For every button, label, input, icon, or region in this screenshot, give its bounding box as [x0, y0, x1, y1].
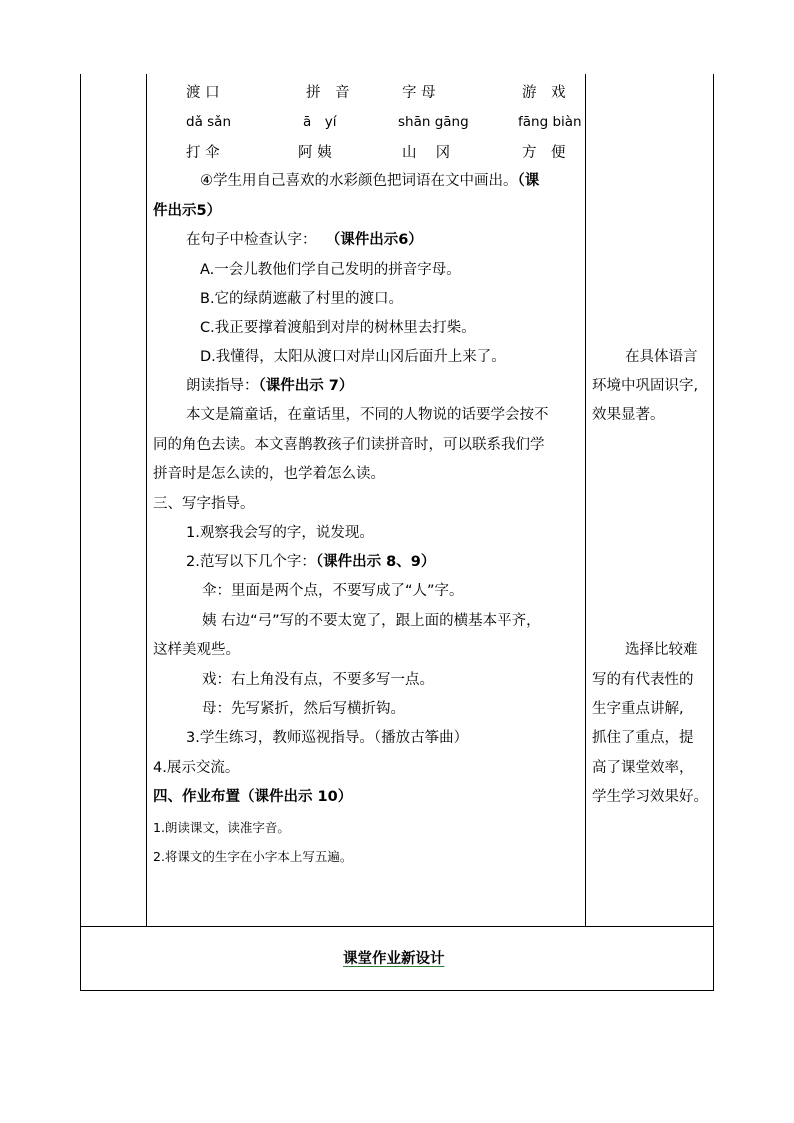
note-xi: 戏：右上角没有点，不要多写一点。	[202, 672, 434, 688]
step4-bold-start: （课	[517, 173, 540, 189]
note2-line1: 选择比较难	[625, 642, 698, 658]
check-intro-text: 在句子中检查认字：	[186, 232, 317, 248]
homework-heading: 四、作业布置（课件出示 10）	[153, 789, 353, 805]
writing-item3: 3.学生练习，教师巡视指导。（播放古筝曲）	[186, 730, 469, 746]
reading-para-line2: 同的角色去读。本文喜鹊教孩子们读拼音时，可以联系我们学	[153, 437, 545, 453]
note-yi-line2: 这样美观些。	[153, 642, 240, 658]
sentence-b: B.它的绿荫遮蔽了村里的渡口。	[200, 291, 404, 307]
word-pinyin: 拼 音	[306, 85, 350, 101]
note2-line3: 生字重点讲解,	[592, 701, 684, 717]
note-yi-line1: 姨 右边“弓”写的不要太宽了，跟上面的横基本平齐，	[202, 613, 541, 629]
note2-line2: 写的有代表性的	[592, 672, 694, 688]
writing-item4: 4.展示交流。	[153, 760, 240, 776]
note1-line3: 效果显著。	[592, 407, 665, 423]
reading-title-bold: （课件出示 7）	[258, 378, 354, 394]
writing-item1: 1.观察我会写的字，说发现。	[186, 525, 374, 541]
homework-item1: 1.朗读课文，读准字音。	[153, 820, 290, 835]
reading-para-line3: 拼音时是怎么读的，也学着怎么读。	[153, 466, 385, 482]
note1-line1: 在具体语言	[625, 349, 698, 365]
step4-line2: 件出示5）	[153, 203, 222, 219]
sentence-c: C.我正要撑着渡船到对岸的树林里去打柴。	[200, 320, 476, 336]
note2-line4: 抓住了重点，提	[592, 730, 694, 746]
writing-item2-bold: （课件出示 8、9）	[315, 554, 436, 570]
reading-para-line1: 本文是篇童话，在童话里，不同的人物说的话要学会按不	[186, 407, 549, 423]
pinyin-ayi: ā yí	[303, 114, 337, 130]
writing-item2-text: 2.范写以下几个字：	[186, 554, 316, 570]
pinyin-fangbian: fāng biàn	[518, 114, 582, 130]
word-shangang: 山 冈	[402, 145, 451, 161]
sentence-a: A.一会儿教他们学自己发明的拼音字母。	[200, 262, 461, 278]
step4-text: ④学生用自己喜欢的水彩颜色把词语在文中画出。	[200, 173, 518, 189]
note-san: 伞：里面是两个点，不要写成了“人”字。	[202, 583, 464, 599]
note1-line2: 环境中巩固识字,	[592, 378, 699, 394]
table-bottom-border	[80, 990, 714, 991]
check-intro	[186, 233, 423, 248]
footer-title: 课堂作业新设计	[343, 951, 445, 967]
word-duko: 渡 口	[186, 85, 220, 101]
writing-heading: 三、写字指导。	[153, 496, 255, 512]
pinyin-shangang: shān gāng	[398, 114, 469, 130]
step4-line1	[200, 174, 539, 189]
note-mu: 母：先写紧折，然后写横折钩。	[202, 701, 405, 717]
sentence-d: D.我懂得，太阳从渡口对岸山冈后面升上来了。	[200, 349, 506, 365]
word-zimu: 字 母	[402, 85, 436, 101]
word-youxi: 游 戏	[522, 85, 566, 101]
pinyin-dasan: dǎ sǎn	[186, 114, 231, 130]
row-divider	[80, 926, 714, 927]
reading-title	[186, 379, 353, 394]
word-fangbian: 方 便	[522, 145, 566, 161]
table-right-border	[713, 74, 714, 991]
note2-line5: 高了课堂效率，	[592, 760, 694, 776]
homework-item2: 2.将课文的生字在小字本上写五遍。	[153, 849, 353, 864]
note2-line6: 学生学习效果好。	[592, 789, 708, 805]
reading-title-text: 朗读指导：	[186, 378, 259, 394]
check-intro-bold: （课件出示6）	[325, 232, 423, 248]
word-ayi: 阿 姨	[298, 145, 332, 161]
word-dasan: 打 伞	[186, 145, 220, 161]
writing-item2	[186, 555, 435, 570]
table-left-border	[80, 74, 81, 991]
column-divider-1	[146, 74, 147, 927]
column-divider-2	[585, 74, 586, 927]
